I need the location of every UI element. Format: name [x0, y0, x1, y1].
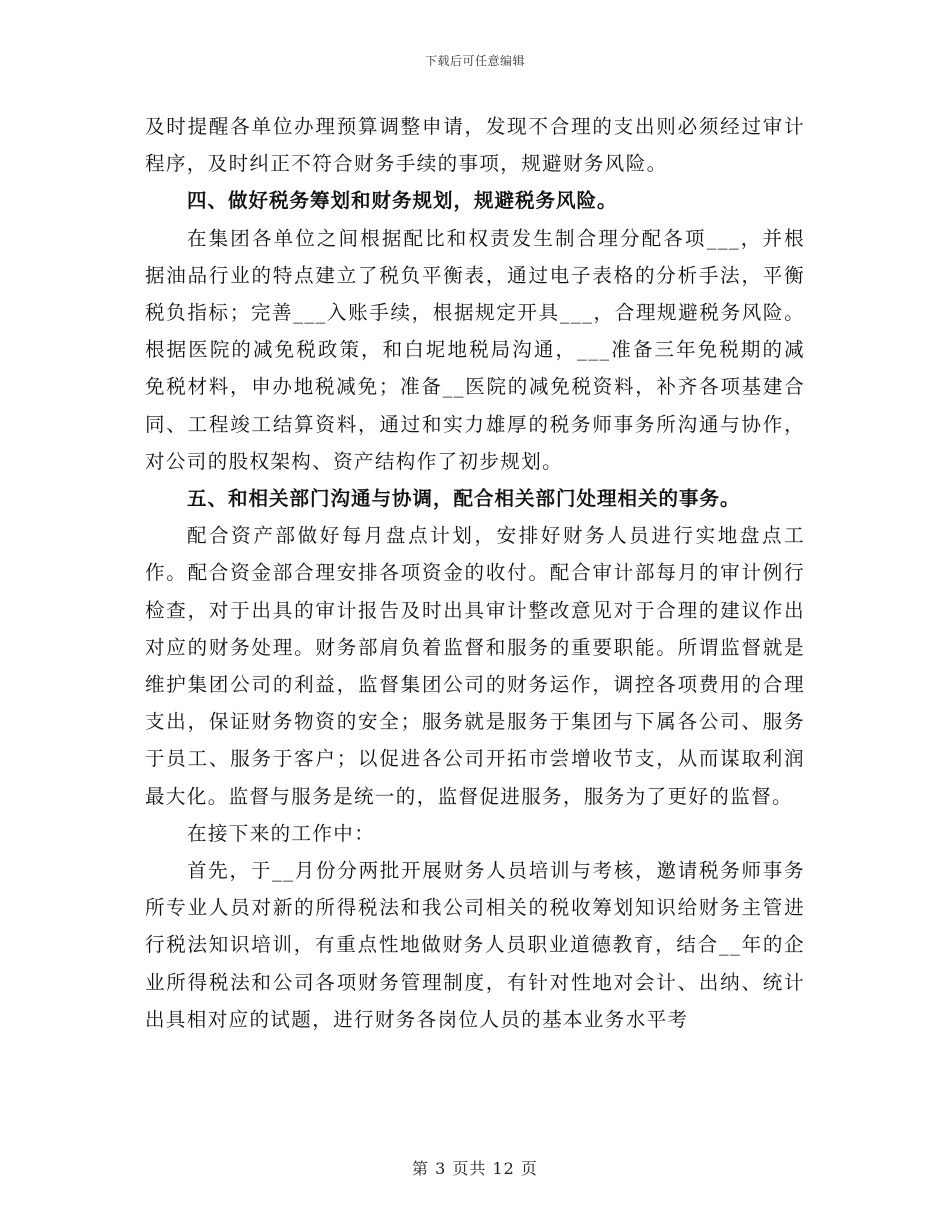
page-number-footer: 第 3 页共 12 页 [412, 1159, 538, 1178]
paragraph-coordination: 配合资产部做好每月盘点计划，安排好财务人员进行实地盘点工作。配合资金部合理安排各项资金的收付。配合审计部每月的审计例行检查，对于出具的审计报告及时出具审计整改意见对于合理的建议作出对应的财务处理。财务部肩负着监督和服务的重要职能。所谓监督就是维护集团公司的利益，监督集团公司的财务运作，调控各项费用的合理支出，保证财务物资的安全；服务就是服务于集团与下属各公司、服务于员工、服务于客户；以促进各公司开拓市尝增收节支，从而谋取利润最大化。监督与服务是统一的，监督促进服务，服务为了更好的监督。 [145, 524, 805, 808]
section-heading-5: 五、和相关部门沟通与协调，配合相关部门处理相关的事务。 [187, 487, 741, 511]
page-header: 下载后可任意编辑 [424, 54, 525, 68]
paragraph-training-plan: 首先，于__月份分两批开展财务人员培训与考核，邀请税务师事务所专业人员对新的所得税法和我公司相关的税收筹划知识给财务主管进行税法知识培训，有重点性地做财务人员职业道德教育，结合__年的企业所得税法和公司各项财务管理制度，有针对性地对会计、出纳、统计出具相对应的试题，进行财务各岗位人员的基本业务水平考 [145, 859, 805, 1031]
document-body [145, 108, 805, 1038]
paragraph-next-work-intro: 在接下来的工作中： [187, 821, 376, 845]
section-heading-4: 四、做好税务筹划和财务规划，规避税务风险。 [187, 189, 618, 213]
paragraph-continuation: 及时提醒各单位办理预算调整申请，发现不合理的支出则必须经过审计程序，及时纠正不符合财务手续的事项，规避财务风险。 [145, 115, 805, 176]
paragraph-tax-planning: 在集团各单位之间根据配比和权责发生制合理分配各项___，并根据油品行业的特点建立了税负平衡表，通过电子表格的分析手法，平衡税负指标；完善___入账手续，根据规定开具___，合理规避税务风险。根据医院的减免税政策，和白坭地税局沟通，___准备三年免税期的减免税材料，申办地税减免；准备__医院的减免税资料，补齐各项基建合同、工程竣工结算资料，通过和实力雄厚的税务师事务所沟通与协作，对公司的股权架构、资产结构作了初步规划。 [145, 226, 805, 473]
